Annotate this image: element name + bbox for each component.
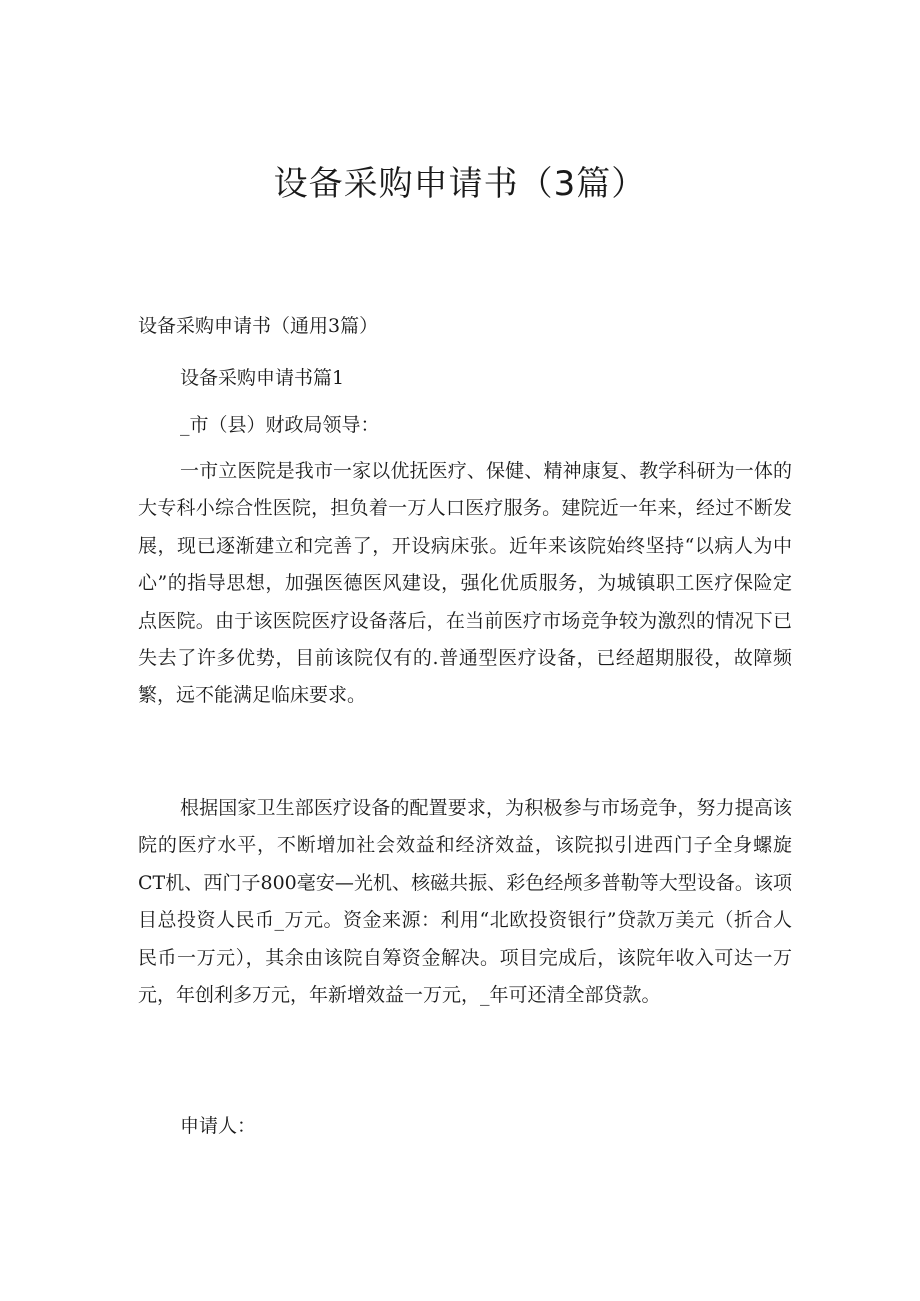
salutation: _市（县）财政局领导： xyxy=(180,414,380,436)
document-subtitle: 设备采购申请书（通用3篇） xyxy=(138,315,379,337)
body-paragraph-1: 一市立医院是我市一家以优抚医疗、保健、精神康复、教学科研为一体的大专科小综合性医院，担负着一万人口医疗服务。建院近一年来，经过不断发展，现已逐渐建立和完善了，开设病床张。近年来该院始终坚持“以病人为中心”的指导思想，加强医德医风建设，强化优质服务，为城镇职工医疗保险定点医院。由于该医院医疗设备落后，在当前医疗市场竞争较为激烈的情况下已失去了许多优势，目前该院仅有的.普通型医疗设备，已经超期服役，故障频繁，远不能满足临床要求。 xyxy=(138,460,792,707)
document-title: 设备采购申请书（3篇） xyxy=(273,164,647,204)
applicant-label: 申请人： xyxy=(180,1115,257,1137)
section-heading: 设备采购申请书篇1 xyxy=(180,367,345,389)
body-paragraph-2: 根据国家卫生部医疗设备的配置要求，为积极参与市场竞争，努力提高该院的医疗水平，不断增加社会效益和经济效益，该院拟引进西门子全身螺旋CT机、西门子800毫安—光机、核磁共振、彩色经颅多普勒等大型设备。该项目总投资人民币_万元。资金来源：利用“北欧投资银行”贷款万美元（折合人民币一万元），其余由该院自筹资金解决。项目完成后，该院年收入可达一万元，年创利多万元，年新增效益一万元，_年可还清全部贷款。 xyxy=(138,797,792,1007)
